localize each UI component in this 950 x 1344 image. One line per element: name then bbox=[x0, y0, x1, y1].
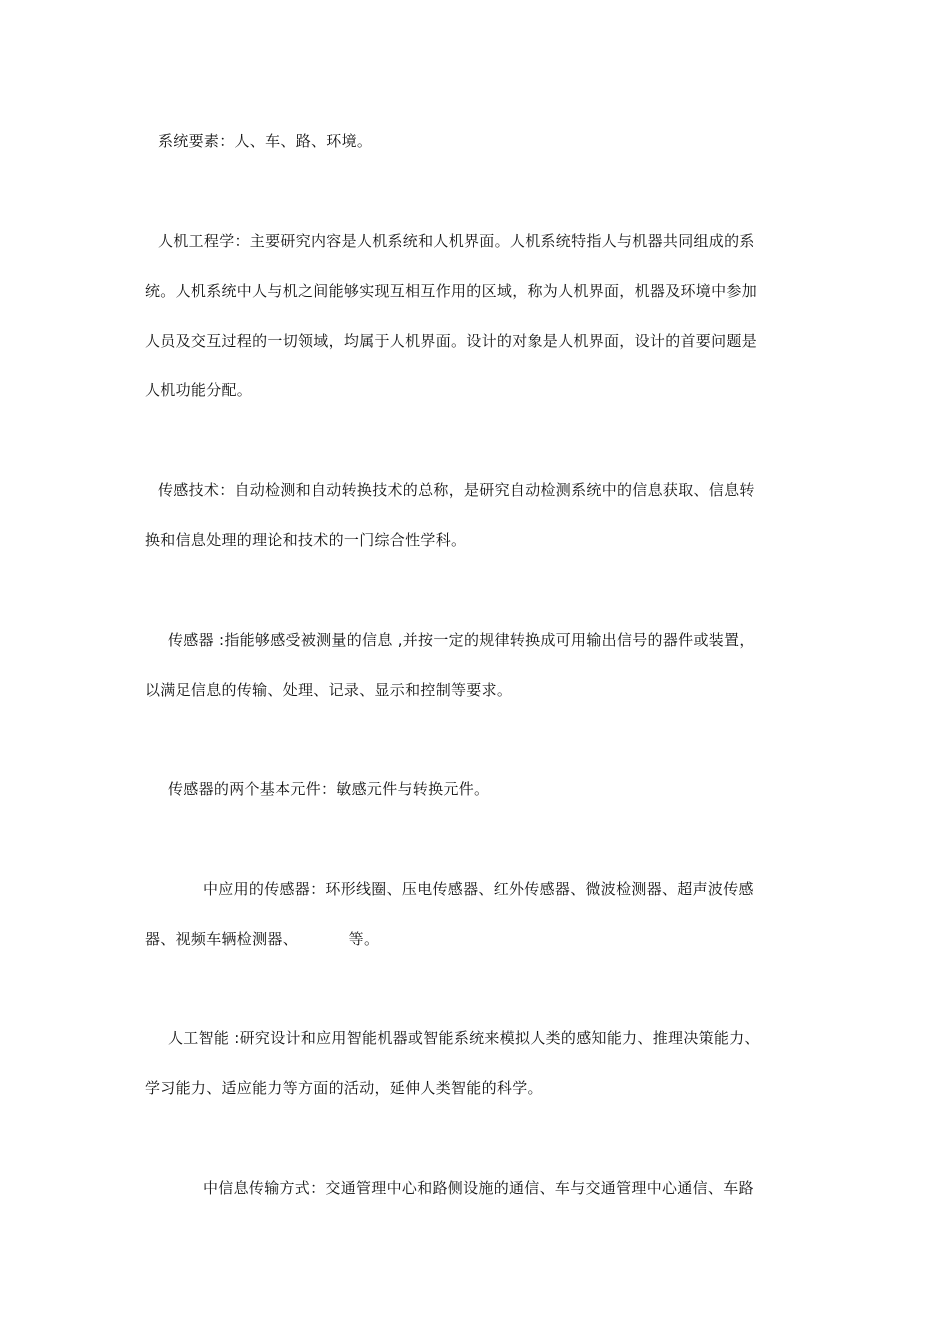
paragraph-sensor-line-2: 以满足信息的传输、处理、记录、显示和控制等要求。 bbox=[145, 681, 513, 699]
paragraph-system-elements-line-1: 系统要素：人、车、路、环境。 bbox=[158, 132, 373, 150]
paragraph-ergonomics-line-2: 统。人机系统中人与机之间能够实现互相互作用的区域，称为人机界面，机器及环境中参加 bbox=[145, 282, 758, 300]
paragraph-sensing-technology-line-2: 换和信息处理的理论和技术的一门综合性学科。 bbox=[145, 531, 467, 549]
paragraph-sensing-technology-line-1: 传感技术：自动检测和自动转换技术的总称，是研究自动检测系统中的信息获取、信息转 bbox=[158, 481, 755, 499]
paragraph-ergonomics-line-3: 人员及交互过程的一切领域，均属于人机界面。设计的对象是人机界面，设计的首要问题是 bbox=[145, 332, 758, 350]
paragraph-sensor-line-1: 传感器 :指能够感受被测量的信息 ,并按一定的规律转换成可用输出信号的器件或装置， bbox=[168, 631, 755, 649]
paragraph-information-transmission-line-1: 中信息传输方式：交通管理中心和路侧设施的通信、车与交通管理中心通信、车路 bbox=[203, 1179, 754, 1197]
paragraph-sensor-elements-line-1: 传感器的两个基本元件：敏感元件与转换元件。 bbox=[168, 780, 490, 798]
paragraph-artificial-intelligence-line-2: 学习能力、适应能力等方面的活动，延伸人类智能的科学。 bbox=[145, 1079, 543, 1097]
paragraph-applied-sensors-line-2: 器、视频车辆检测器、 等。 bbox=[145, 930, 380, 948]
paragraph-artificial-intelligence-line-1: 人工智能 :研究设计和应用智能机器或智能系统来模拟人类的感知能力、推理决策能力、 bbox=[168, 1029, 760, 1047]
paragraph-applied-sensors-line-1: 中应用的传感器：环形线圈、压电传感器、红外传感器、微波检测器、超声波传感 bbox=[203, 880, 754, 898]
paragraph-ergonomics-line-4: 人机功能分配。 bbox=[145, 381, 253, 399]
paragraph-ergonomics-line-1: 人机工程学：主要研究内容是人机系统和人机界面。人机系统特指人与机器共同组成的系 bbox=[158, 232, 755, 250]
